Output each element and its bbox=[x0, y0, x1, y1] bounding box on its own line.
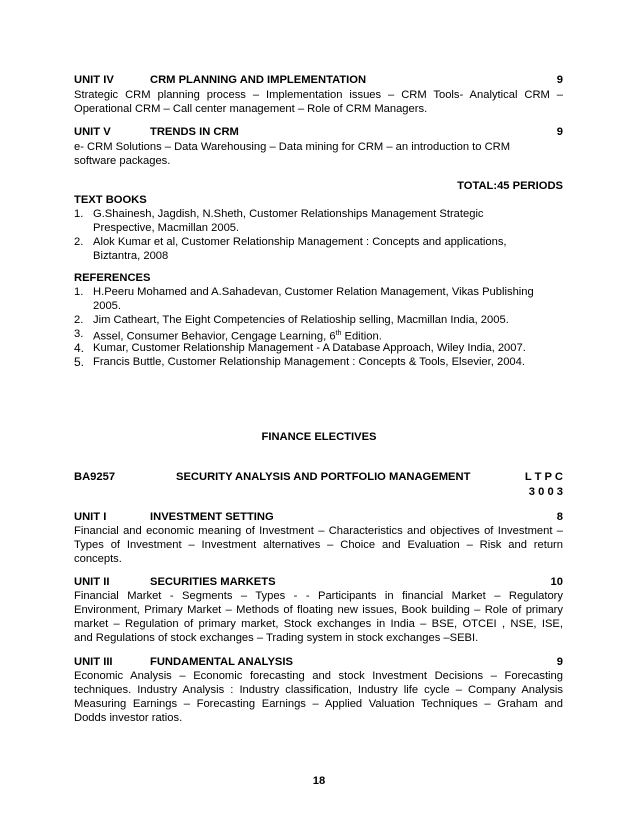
superscript: th bbox=[335, 330, 342, 337]
unit-ii-body-line-3: market – Regulation of primary market, Stock exchanges in India – BSE, OTCEI , NSE, ISE, bbox=[74, 618, 563, 630]
ltpc-values: 3 0 0 3 bbox=[528, 486, 563, 498]
unit-hours: 9 bbox=[556, 656, 563, 668]
unit-code: UNIT V bbox=[74, 126, 111, 138]
reference-text: Assel, Consumer Behavior, Cengage Learning, 6 bbox=[93, 330, 336, 343]
reference-text: Edition. bbox=[341, 330, 382, 343]
reference-item-line: H.Peeru Mohamed and A.Sahadevan, Customer Relation Management, Vikas Publishing bbox=[93, 286, 534, 298]
unit-title: FUNDAMENTAL ANALYSIS bbox=[150, 656, 293, 668]
section-heading: FINANCE ELECTIVES bbox=[261, 431, 377, 443]
course-title: SECURITY ANALYSIS AND PORTFOLIO MANAGEMENT bbox=[176, 471, 471, 483]
unit-title: TRENDS IN CRM bbox=[150, 126, 239, 138]
unit-code: UNIT I bbox=[74, 511, 107, 523]
unit-i-body-line-2: Types of Investment – Investment alternatives – Choice and Evaluation – Risk and return bbox=[74, 539, 563, 551]
total-periods: TOTAL:45 PERIODS bbox=[457, 180, 563, 192]
unit-code: UNIT IV bbox=[74, 74, 114, 86]
textbook-item-line: G.Shainesh, Jagdish, N.Sheth, Customer Relationships Management Strategic bbox=[93, 208, 484, 220]
course-code: BA9257 bbox=[74, 471, 116, 483]
unit-v-body-line-1: e- CRM Solutions – Data Warehousing – Data mining for CRM – an introduction to CRM bbox=[74, 141, 511, 153]
unit-hours: 10 bbox=[550, 576, 563, 588]
unit-hours: 9 bbox=[556, 126, 563, 138]
reference-item-line: Jim Catheart, The Eight Competencies of Relatioship selling, Macmillan India, 2005. bbox=[93, 314, 509, 326]
ltpc-label: L T P C bbox=[524, 471, 563, 483]
textbook-item-line: Prespective, Macmillan 2005. bbox=[93, 222, 240, 234]
reference-number: 4. bbox=[74, 341, 85, 355]
unit-ii-body-line-1: Financial Market - Segments – Types - - Participants in financial Market – Regulatory bbox=[74, 590, 563, 602]
unit-iv-body-line-2: Operational CRM – Call center management – Role of CRM Managers. bbox=[74, 103, 428, 115]
textbook-item-line: Alok Kumar et al, Customer Relationship Management : Concepts and applications, bbox=[93, 236, 507, 248]
unit-hours: 8 bbox=[556, 511, 563, 523]
unit-title: CRM PLANNING AND IMPLEMENTATION bbox=[150, 74, 367, 86]
textbook-number: 2. bbox=[74, 236, 84, 248]
unit-iv-body-line-1: Strategic CRM planning process – Implementation issues – CRM Tools- Analytical CRM – bbox=[74, 89, 563, 101]
unit-v-body-line-2: software packages. bbox=[74, 155, 171, 167]
reference-item-line: Francis Buttle, Customer Relationship Management : Concepts & Tools, Elsevier, 2004. bbox=[93, 356, 525, 368]
unit-iii-body-line-3: Measuring Earnings – Forecasting Earnings – Applied Valuation Techniques – Graham and bbox=[74, 698, 563, 710]
unit-ii-body-line-4: and Regulations of stock exchanges – Trading system in stock exchanges –SEBI. bbox=[74, 632, 479, 644]
reference-item-line: 2005. bbox=[93, 300, 121, 312]
unit-iii-body-line-1: Economic Analysis – Economic forecasting and stock Investment Decisions – Forecasting bbox=[74, 670, 563, 682]
reference-number: 1. bbox=[74, 286, 84, 298]
page-number: 18 bbox=[312, 775, 326, 787]
unit-i-body-line-1: Financial and economic meaning of Investment – Characteristics and objectives of Investment – bbox=[74, 525, 563, 537]
unit-iii-body-line-4: Dodds investor ratios. bbox=[74, 712, 183, 724]
textbooks-heading: TEXT BOOKS bbox=[74, 194, 147, 206]
unit-title: INVESTMENT SETTING bbox=[150, 511, 274, 523]
reference-number: 3. bbox=[74, 328, 84, 340]
unit-i-body-line-3: concepts. bbox=[74, 553, 122, 565]
unit-code: UNIT II bbox=[74, 576, 110, 588]
unit-code: UNIT III bbox=[74, 656, 113, 668]
textbook-number: 1. bbox=[74, 208, 84, 220]
unit-ii-body-line-2: Environment, Primary Market – Methods of floating new issues, Book building – Role of primary bbox=[74, 604, 563, 616]
unit-title: SECURITIES MARKETS bbox=[150, 576, 276, 588]
references-heading: REFERENCES bbox=[74, 272, 151, 284]
reference-item-line: Kumar, Customer Relationship Management - A Database Approach, Wiley India, 2007. bbox=[93, 342, 526, 354]
unit-iii-body-line-2: techniques. Industry Analysis : Industry classification, Industry life cycle – Company Analysis bbox=[74, 684, 563, 696]
textbook-item-line: Biztantra, 2008 bbox=[93, 250, 169, 262]
reference-number: 5. bbox=[74, 355, 85, 369]
reference-number: 2. bbox=[74, 314, 84, 326]
unit-hours: 9 bbox=[556, 74, 563, 86]
